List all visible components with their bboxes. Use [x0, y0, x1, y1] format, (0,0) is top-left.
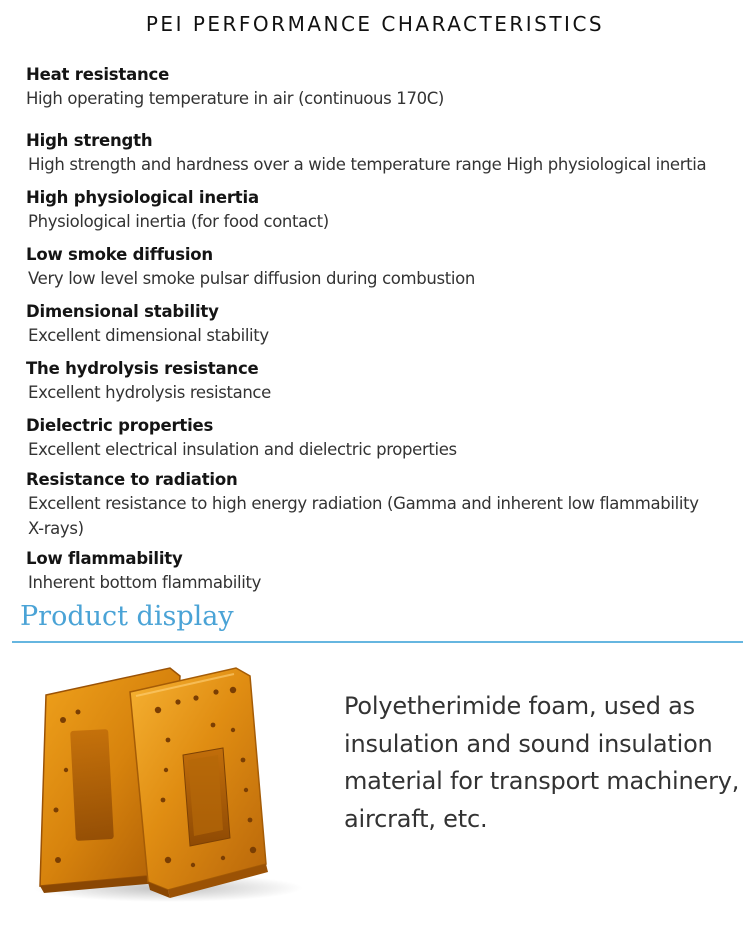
page-title: PEI PERFORMANCE CHARACTERISTICS — [145, 12, 605, 36]
feature-title: High strength — [26, 131, 153, 150]
feature-title: Dielectric properties — [26, 416, 214, 435]
feature-description: Excellent resistance to high energy radiation (Gamma and inherent low flammability X-rays) — [28, 494, 699, 538]
front-plate — [130, 668, 268, 898]
feature-description: Excellent hydrolysis resistance — [28, 383, 271, 402]
feature-heat-resistance — [26, 64, 741, 111]
feature-description: Inherent bottom flammability — [28, 573, 262, 592]
feature-dielectric-properties — [26, 415, 741, 462]
feature-description: Physiological inertia (for food contact) — [28, 212, 329, 231]
section-title-product-display: Product display — [20, 601, 234, 632]
feature-low-smoke-diffusion — [26, 244, 741, 291]
feature-dimensional-stability — [26, 301, 741, 348]
feature-description: Excellent dimensional stability — [28, 326, 269, 345]
feature-high-strength — [26, 130, 741, 177]
feature-hydrolysis-resistance — [26, 358, 741, 405]
feature-description: Very low level smoke pulsar diffusion during combustion — [28, 269, 475, 288]
feature-description: High strength and hardness over a wide temperature range High physiological inertia — [28, 155, 707, 174]
feature-title: Heat resistance — [26, 65, 170, 84]
feature-description: Excellent electrical insulation and dielectric properties — [28, 440, 457, 459]
feature-title: Resistance to radiation — [26, 470, 238, 489]
feature-title: Low flammability — [26, 549, 183, 568]
section-divider — [12, 641, 743, 643]
feature-radiation-resistance — [26, 469, 741, 541]
feature-title: The hydrolysis resistance — [26, 359, 259, 378]
feature-title: Dimensional stability — [26, 302, 219, 321]
feature-physiological-inertia — [26, 187, 741, 234]
product-photo — [18, 660, 308, 905]
feature-title: Low smoke diffusion — [26, 245, 213, 264]
product-caption: Polyetherimide foam, used as insulation and sound insulation material for transport machinery, aircraft, etc. — [344, 692, 740, 833]
feature-description: High operating temperature in air (continuous 170C) — [26, 89, 445, 108]
feature-low-flammability — [26, 548, 741, 595]
feature-title: High physiological inertia — [26, 188, 259, 207]
